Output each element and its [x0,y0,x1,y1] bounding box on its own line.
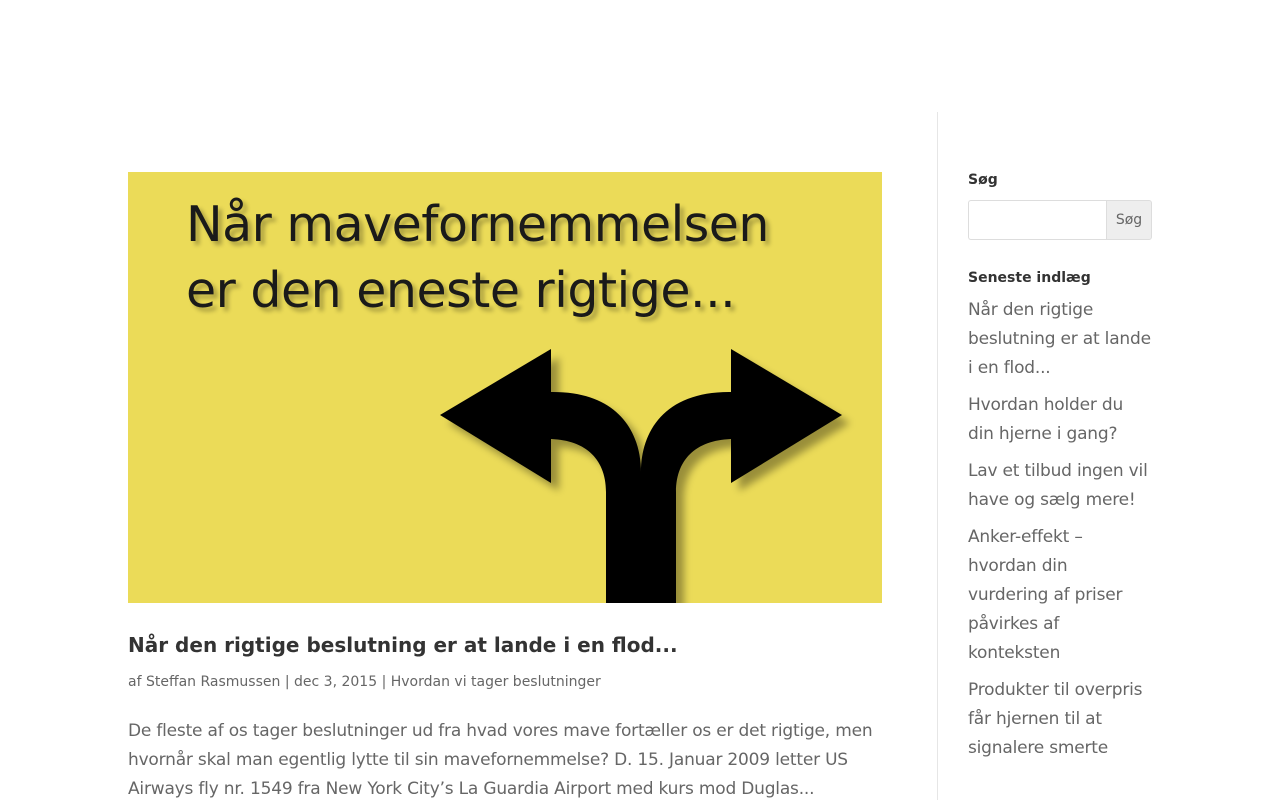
meta-separator: | [284,674,290,690]
post-meta [128,671,601,693]
recent-posts-title: Seneste indlæg [968,270,1091,286]
recent-post-link[interactable]: Når den rigtige beslutning er at lande i en flod... [968,300,1151,378]
author-link[interactable]: Steffan Rasmussen [145,674,281,690]
blog-post [128,172,882,799]
meta-separator: | [381,674,387,690]
list-item [968,296,1152,383]
list-item [968,676,1152,763]
list-item [968,457,1152,515]
image-text-line-1: Når mavefornemmelsen [186,196,769,253]
featured-image[interactable] [128,172,882,603]
image-text-line-2: er den eneste rigtige... [186,262,736,319]
header-area [0,0,1280,112]
post-title-link[interactable]: Når den rigtige beslutning er at lande i en flod... [128,633,678,657]
search-button[interactable]: Søg [1106,200,1152,240]
meta-by: af [128,674,142,690]
recent-posts-widget [968,266,1152,763]
search-form [968,200,1152,240]
recent-post-link[interactable]: Anker-effekt – hvordan din vurdering af priser påvirkes af konteksten [968,527,1123,663]
search-widget [968,168,1152,240]
search-input[interactable] [968,200,1108,240]
recent-post-link[interactable]: Hvordan holder du din hjerne i gang? [968,395,1124,444]
post-title [128,630,882,660]
sidebar-divider [937,112,938,800]
recent-posts-list [968,296,1152,763]
sidebar [968,168,1152,771]
post-excerpt: De fleste af os tager beslutninger ud fra hvad vores mave fortæller os er det rigtige, men hvornår skal man egentlig lytte til sin mavefornemmelse? D. 15. Januar 2009 letter US Airways fly nr. 1549 fra New York City’s La Guardia Airport med kurs mod Duglas... [128,721,873,799]
list-item [968,523,1152,668]
list-item [968,391,1152,449]
recent-post-link[interactable]: Produkter til overpris får hjernen til at signalere smerte [968,680,1143,758]
recent-post-link[interactable]: Lav et tilbud ingen vil have og sælg mere! [968,461,1148,510]
post-date: dec 3, 2015 [294,674,378,690]
search-widget-title: Søg [968,172,998,188]
category-link[interactable]: Hvordan vi tager beslutninger [390,674,601,690]
